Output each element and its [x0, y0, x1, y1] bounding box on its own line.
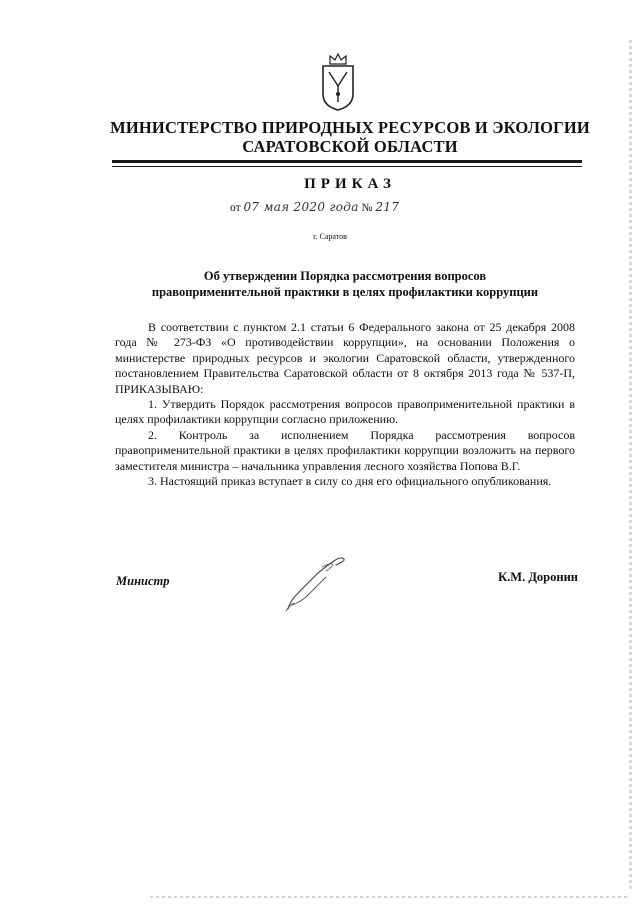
order-date: 07 мая 2020 года [243, 200, 359, 214]
body-item-2: 2. Контроль за исполнением Порядка рассмотрения вопросов правоприменительной практики в целях профилактики коррупции возложить на первого заместителя министра – начальника управления лесного хозяйства Попова В.Г. [115, 427, 575, 473]
order-date-line [230, 200, 470, 214]
order-city: г. Саратов [313, 232, 347, 241]
subject-line1: Об утверждении Порядка рассмотрения вопросов [203, 269, 487, 283]
subject-line2: правоприменительной практики в целях профилактики коррупции [151, 285, 539, 299]
scan-edge-right [629, 40, 632, 890]
scan-edge-bottom [150, 896, 630, 898]
signatory-role: Министр [116, 574, 170, 588]
ministry-name-line1: МИНИСТЕРСТВО ПРИРОДНЫХ РЕСУРСОВ И ЭКОЛОГИИ [110, 118, 590, 137]
order-number: 217 [375, 200, 400, 214]
header-rule-thick [112, 160, 582, 163]
order-body [115, 320, 575, 489]
signatory-name: К.М. Доронин [498, 570, 578, 584]
number-sign: № [361, 202, 373, 214]
document-title: ПРИКАЗ [304, 176, 396, 192]
date-prefix: от [230, 202, 241, 214]
body-intro: В соответствии с пунктом 2.1 статьи 6 Федерального закона от 25 декабря 2008 года № 273-ФЗ «О противодействии коррупции», на основании Положения о министерстве природных ресурсов и экологии Саратовской области, утвержденного постановлением Правительства Саратовской области от 8 октября 2013 года № 537-П, ПРИКАЗЫВАЮ: [115, 320, 575, 396]
ministry-name-line2: САРАТОВСКОЙ ОБЛАСТИ [242, 137, 458, 156]
body-item-3: 3. Настоящий приказ вступает в силу со дня его официального опубликования. [148, 474, 552, 489]
body-item-1: 1. Утвердить Порядок рассмотрения вопросов правоприменительной практики в целях профилактики коррупции согласно приложению. [115, 397, 575, 427]
coat-of-arms-icon [316, 50, 360, 112]
header-rule-thin [112, 166, 582, 167]
handwritten-signature-icon [282, 545, 352, 615]
